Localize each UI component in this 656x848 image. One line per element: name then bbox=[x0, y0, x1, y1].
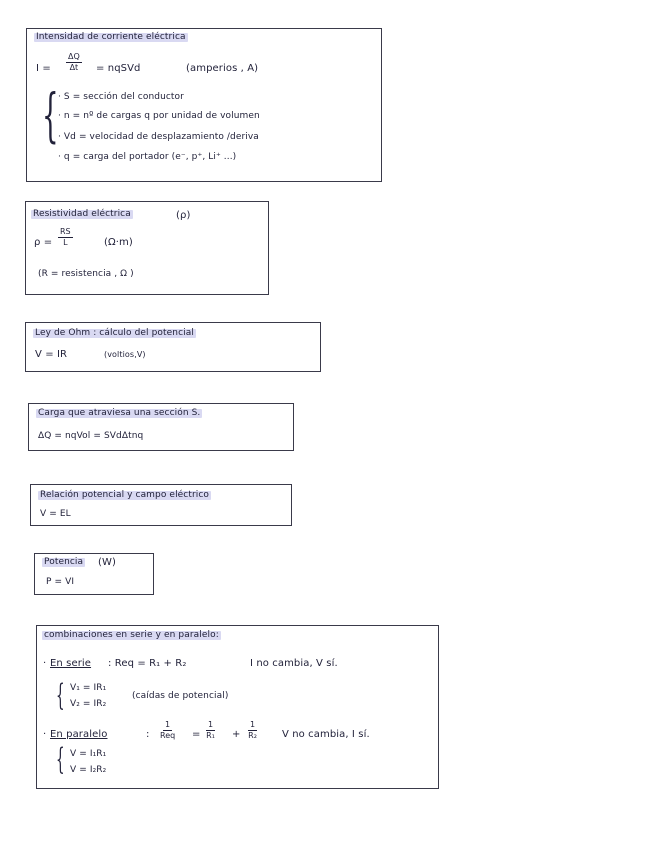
paralelo-v2: V = I₂R₂ bbox=[70, 765, 107, 775]
paralelo-den-3: R₂ bbox=[248, 731, 257, 740]
intensidad-fraction bbox=[66, 53, 82, 72]
serie-note: I no cambia, V sí. bbox=[250, 658, 338, 669]
intensidad-rhs: = nqSVd bbox=[96, 63, 141, 74]
intensidad-title: Intensidad de corriente eléctrica bbox=[36, 32, 186, 42]
potencia-formula: P = VI bbox=[46, 577, 75, 587]
paralelo-fraction-3 bbox=[248, 721, 257, 740]
potencia-title: Potencia bbox=[44, 557, 84, 567]
resistividad-num: RS bbox=[60, 227, 71, 236]
resistividad-unit: (Ω·m) bbox=[104, 237, 133, 248]
intensidad-den: Δt bbox=[69, 63, 79, 72]
paralelo-brace-icon: { bbox=[56, 742, 65, 777]
paralelo-fraction-1 bbox=[160, 721, 175, 740]
ohm-formula: V = IR bbox=[35, 349, 68, 360]
intensidad-item-3: · Vd = velocidad de desplazamiento /deriva bbox=[58, 132, 259, 142]
resistividad-fraction bbox=[58, 228, 73, 247]
serie-label: En serie bbox=[50, 658, 92, 669]
resistividad-lhs: ρ = bbox=[34, 237, 53, 248]
paralelo-eq: = bbox=[192, 729, 201, 740]
serie-bullet: · bbox=[43, 658, 47, 669]
serie-v1: V₁ = IR₁ bbox=[70, 683, 107, 693]
serie-formula: : Req = R₁ + R₂ bbox=[108, 658, 187, 669]
paralelo-label: En paralelo bbox=[50, 729, 108, 740]
resistividad-note: (R = resistencia , Ω ) bbox=[38, 269, 134, 279]
intensidad-lhs: I = bbox=[36, 63, 51, 74]
serie-brace-icon: { bbox=[56, 678, 65, 713]
paralelo-bullet: · bbox=[43, 729, 47, 740]
paralelo-num-1: 1 bbox=[165, 720, 171, 729]
paralelo-plus: + bbox=[232, 729, 241, 740]
intensidad-brace-icon: { bbox=[42, 81, 59, 149]
relacion-formula: V = EL bbox=[40, 509, 71, 519]
intensidad-num: ΔQ bbox=[68, 52, 80, 61]
intensidad-item-1: · S = sección del conductor bbox=[58, 92, 184, 102]
serie-v2: V₂ = IR₂ bbox=[70, 699, 107, 709]
ohm-title: Ley de Ohm : cálculo del potencial bbox=[35, 328, 194, 338]
resistividad-title: Resistividad eléctrica bbox=[33, 209, 131, 219]
paralelo-v1: V = I₁R₁ bbox=[70, 749, 107, 759]
intensidad-item-2: · n = nº de cargas q por unidad de volumen bbox=[58, 111, 260, 121]
resistividad-symbol: (ρ) bbox=[176, 210, 191, 221]
ohm-unit: (voltios,V) bbox=[104, 350, 146, 359]
paralelo-colon: : bbox=[146, 729, 150, 740]
paralelo-fraction-2 bbox=[206, 721, 215, 740]
paralelo-den-2: R₁ bbox=[206, 731, 215, 740]
serie-caidas: (caídas de potencial) bbox=[132, 691, 229, 701]
potencia-unit: (W) bbox=[98, 557, 116, 568]
carga-title: Carga que atraviesa una sección S. bbox=[38, 408, 201, 418]
paralelo-note: V no cambia, I sí. bbox=[282, 729, 370, 740]
paralelo-num-2: 1 bbox=[208, 720, 214, 729]
relacion-title: Relación potencial y campo eléctrico bbox=[40, 490, 210, 500]
carga-formula: ΔQ = nqVol = SVdΔtnq bbox=[38, 431, 144, 441]
combinaciones-title: combinaciones en serie y en paralelo: bbox=[44, 630, 219, 640]
resistividad-den: L bbox=[63, 238, 68, 247]
paralelo-den-1: Req bbox=[160, 731, 176, 740]
intensidad-item-4: · q = carga del portador (e⁻, p⁺, Li⁺ ...) bbox=[58, 152, 237, 162]
intensidad-unit: (amperios , A) bbox=[186, 63, 259, 74]
paralelo-num-3: 1 bbox=[250, 720, 256, 729]
